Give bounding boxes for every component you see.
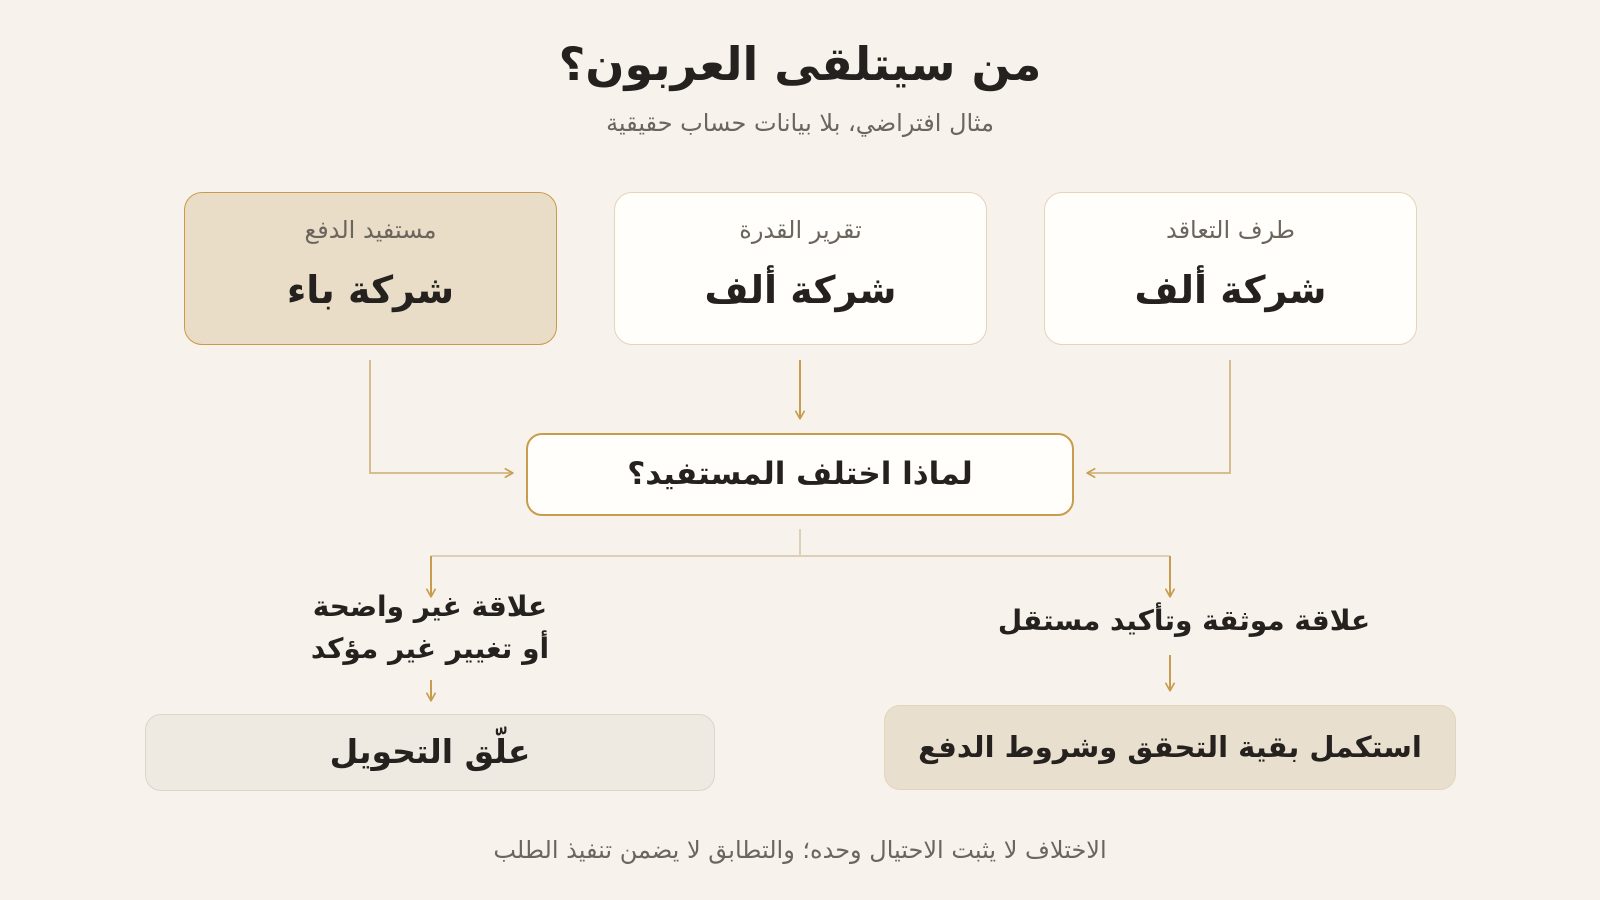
capability-report-name: شركة ألف xyxy=(704,268,897,312)
suspend-transfer-action: علّق التحويل xyxy=(145,714,715,791)
contract-party-name: شركة ألف xyxy=(1134,268,1327,312)
diagram-subtitle: مثال افتراضي، بلا بيانات حساب حقيقية xyxy=(606,109,994,137)
documented-relationship-branch: علاقة موثقة وتأكيد مستقل xyxy=(997,604,1371,637)
contract-party-role: طرف التعاقد xyxy=(1165,216,1296,244)
capability-report-card xyxy=(614,192,987,345)
contract-party-card xyxy=(1044,192,1417,345)
payment-beneficiary-role: مستفيد الدفع xyxy=(304,216,437,244)
beneficiary-difference-question: لماذا اختلف المستفيد؟ xyxy=(526,433,1074,516)
unclear-relationship-branch xyxy=(270,586,590,670)
capability-report-role: تقرير القدرة xyxy=(739,216,862,244)
payment-beneficiary-connector xyxy=(370,360,512,473)
unclear-relationship-line-two: أو تغيير غير مؤكد xyxy=(310,632,550,665)
payment-beneficiary-card xyxy=(184,192,557,345)
diagram-footer-note: الاختلاف لا يثبت الاحتيال وحده؛ والتطابق لا يضمن تنفيذ الطلب xyxy=(493,836,1107,864)
diagram-title: من سيتلقى العربون؟ xyxy=(558,37,1042,91)
payment-beneficiary-name: شركة باء xyxy=(286,268,455,312)
contract-party-connector xyxy=(1088,360,1230,473)
unclear-relationship-line-one: علاقة غير واضحة xyxy=(312,590,548,623)
complete-verification-action: استكمل بقية التحقق وشروط الدفع xyxy=(884,705,1456,790)
